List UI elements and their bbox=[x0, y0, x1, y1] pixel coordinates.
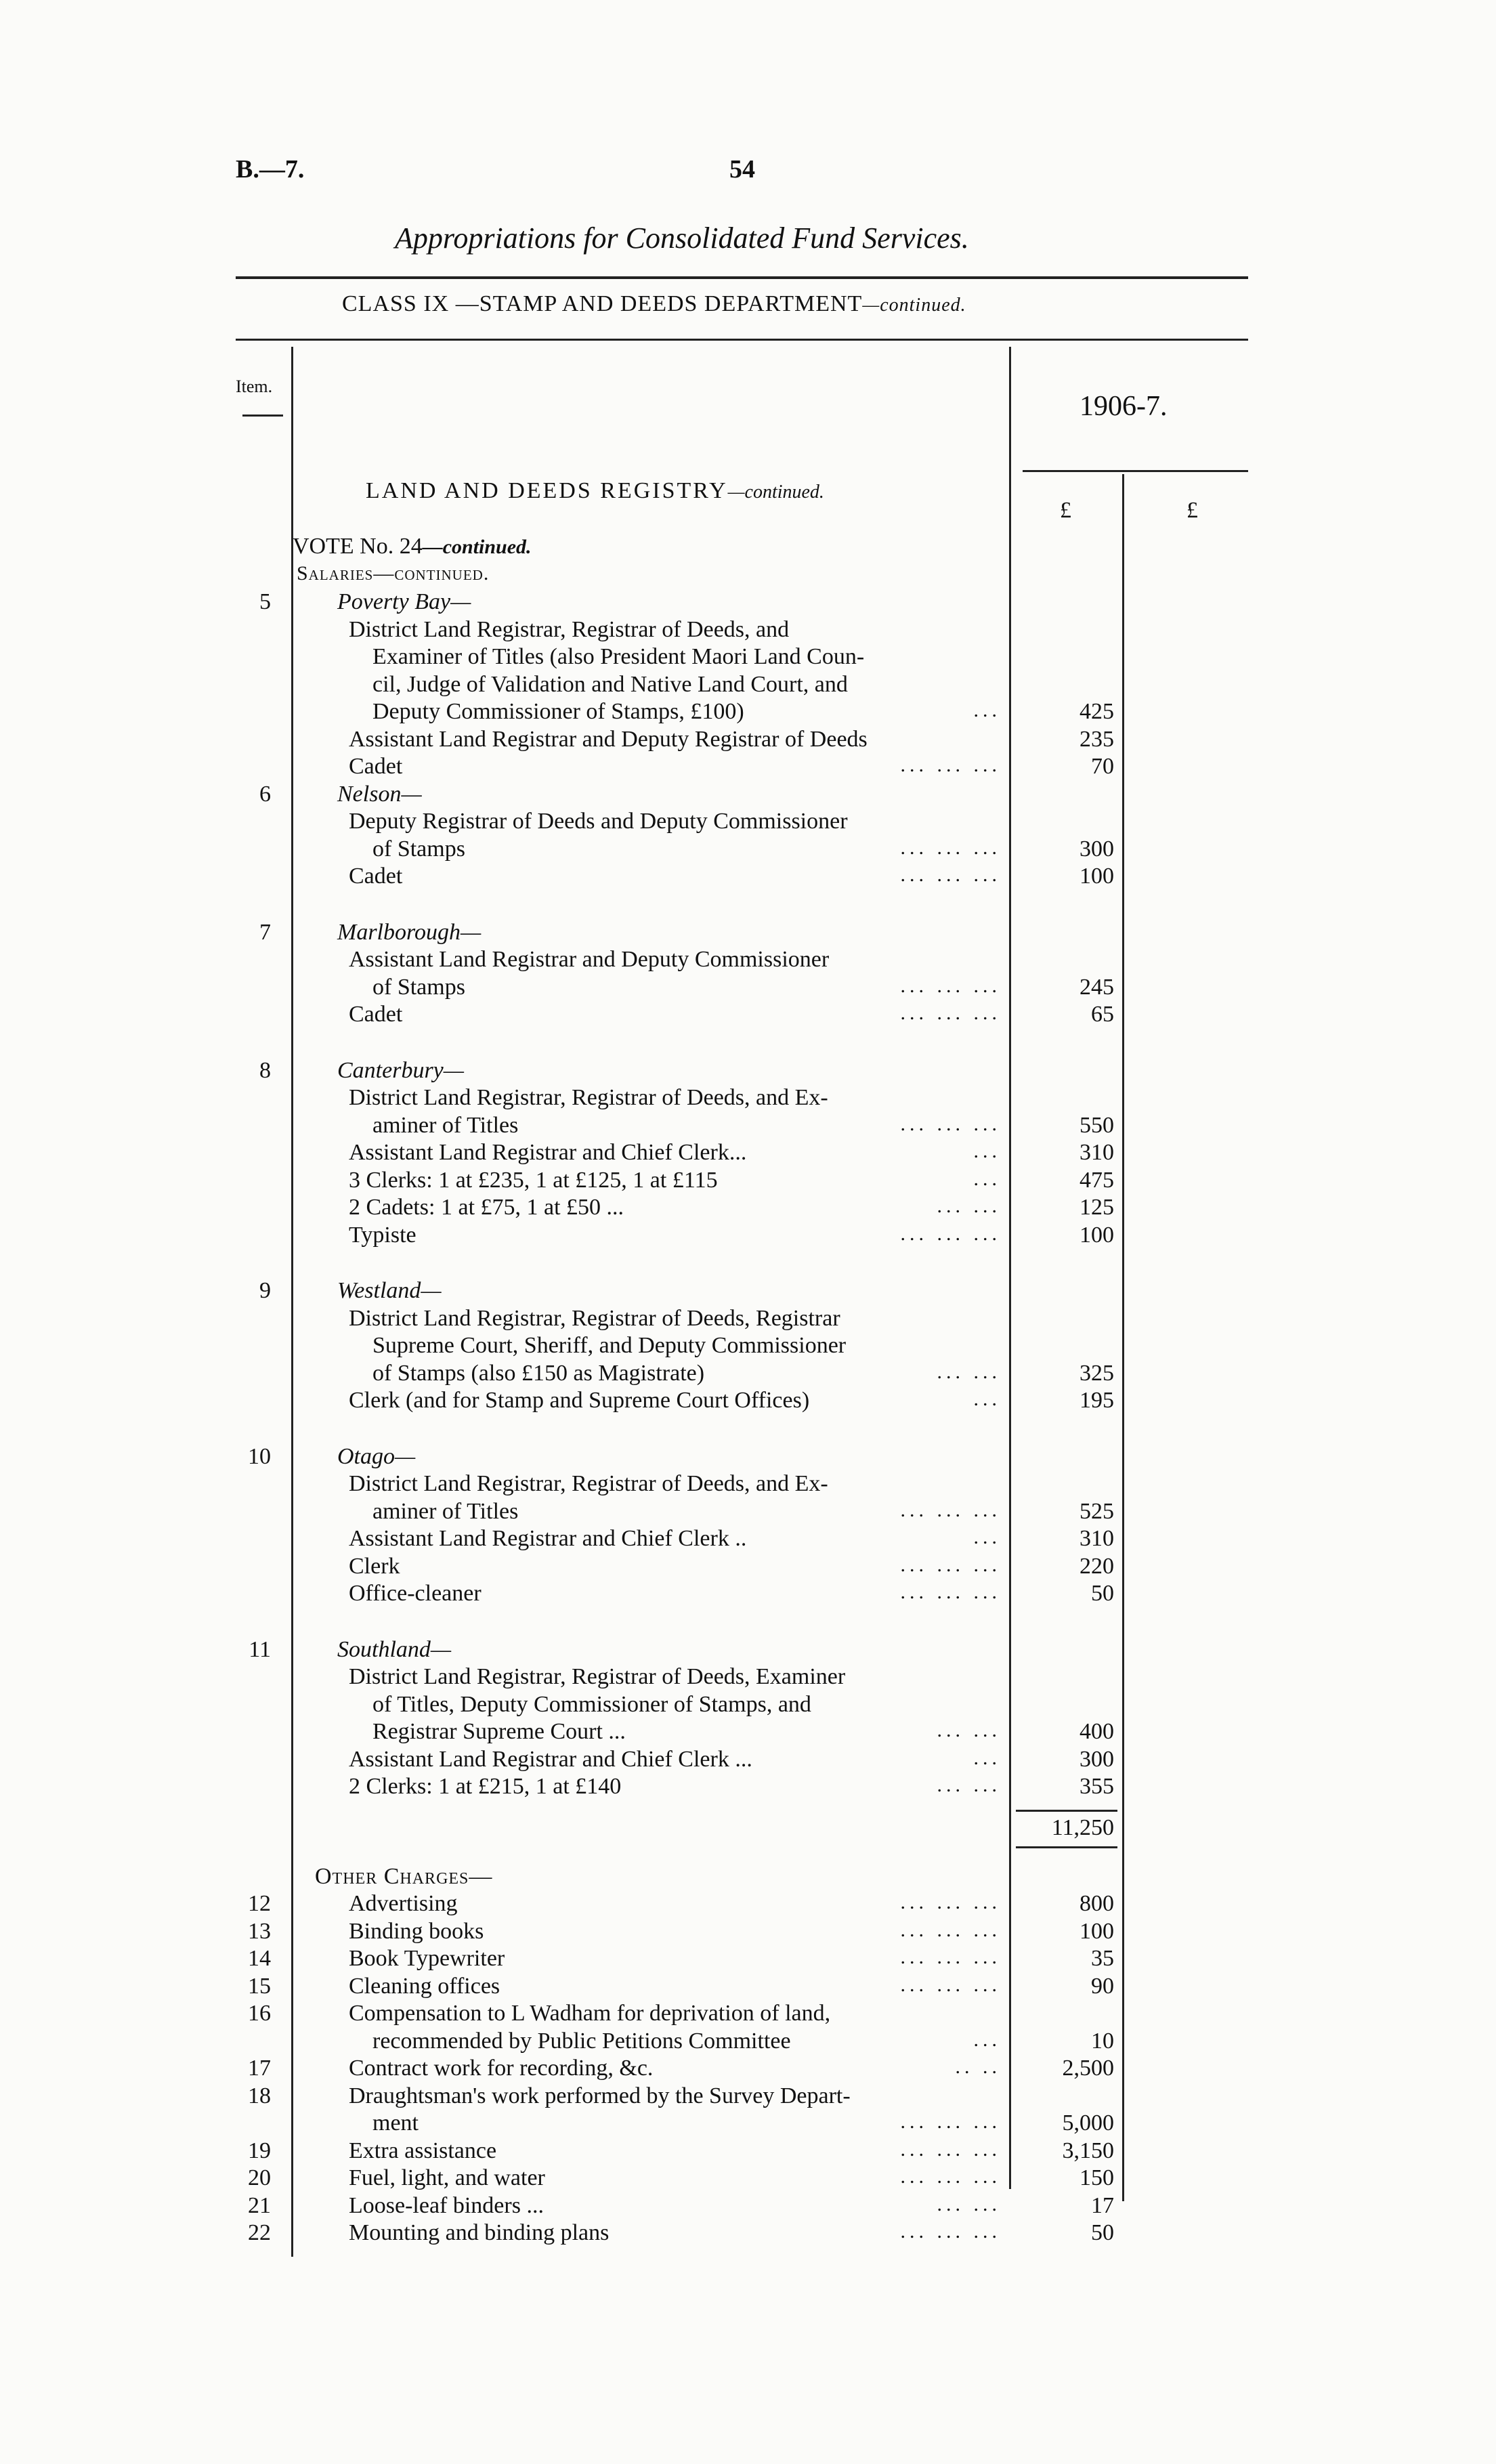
amount: 300 bbox=[1080, 836, 1114, 862]
line-text: Draughtsman's work performed by the Survey Depart- bbox=[349, 2083, 851, 2108]
amount: 325 bbox=[1080, 1360, 1114, 1386]
item-number: 22 bbox=[248, 2220, 271, 2245]
line-text: of Stamps bbox=[372, 836, 465, 862]
line-text: Cadet bbox=[349, 754, 403, 779]
line-text: of Stamps (also £150 as Magistrate) bbox=[372, 1360, 705, 1386]
line-text: cil, Judge of Validation and Native Land Court, and bbox=[372, 671, 848, 697]
line-text: District Land Registrar, Registrar of Deeds, and Ex- bbox=[349, 1085, 828, 1110]
line-text: Assistant Land Registrar and Deputy Commissioner bbox=[349, 947, 830, 972]
leader-dots: ... ... ... bbox=[900, 1891, 1001, 1913]
page-title: Appropriations for Consolidated Fund Services. bbox=[395, 221, 969, 255]
page-number: 54 bbox=[729, 155, 755, 184]
amount: 300 bbox=[1080, 1746, 1114, 1772]
line-text: Cadet bbox=[349, 1002, 403, 1027]
line-text: aminer of Titles bbox=[372, 1112, 519, 1138]
line-text: Compensation to L Wadham for deprivation of land, bbox=[349, 2001, 831, 2026]
line-text: Book Typewriter bbox=[349, 1946, 505, 1971]
total-rule-bottom bbox=[1016, 1846, 1117, 1848]
leader-dots: .. .. bbox=[955, 2056, 1001, 2078]
leader-dots: ... bbox=[973, 1388, 1001, 1410]
line-text: Loose-leaf binders ... bbox=[349, 2192, 544, 2218]
leader-dots: ... bbox=[973, 699, 1001, 721]
leader-dots: ... bbox=[973, 1140, 1001, 1162]
line-text: Clerk (and for Stamp and Supreme Court Offices) bbox=[349, 1388, 810, 1413]
line-text: Deputy Registrar of Deeds and Deputy Commissioner bbox=[349, 809, 848, 834]
leader-dots: ... ... ... bbox=[900, 836, 1001, 859]
line-text: Assistant Land Registrar and Chief Clerk... bbox=[349, 1140, 747, 1165]
amount: 150 bbox=[1080, 2165, 1114, 2190]
amount: 5,000 bbox=[1062, 2110, 1114, 2136]
amount: 100 bbox=[1080, 1222, 1114, 1248]
column-divider-item bbox=[291, 347, 293, 2257]
line-text: Deputy Commissioner of Stamps, £100) bbox=[372, 699, 744, 724]
leader-dots: ... ... bbox=[937, 1719, 1001, 1741]
line-text: District Land Registrar, Registrar of Deeds, Registrar bbox=[349, 1305, 840, 1331]
leader-dots: ... bbox=[973, 1526, 1001, 1548]
item-number: 6 bbox=[259, 781, 271, 807]
leader-dots: ... ... bbox=[937, 2192, 1001, 2215]
leader-dots: ... ... ... bbox=[900, 1112, 1001, 1135]
line-text: Assistant Land Registrar and Chief Clerk ... bbox=[349, 1746, 752, 1772]
line-text: Cleaning offices bbox=[349, 1973, 500, 1999]
other-charges-heading: Other Charges— bbox=[315, 1863, 493, 1889]
line-text: Office-cleaner bbox=[349, 1581, 482, 1606]
salaries-total: 11,250 bbox=[1051, 1814, 1114, 1840]
line-text: of Stamps bbox=[372, 974, 465, 1000]
pound-sign-col1: £ bbox=[1060, 498, 1071, 523]
line-text: Supreme Court, Sheriff, and Deputy Commissioner bbox=[372, 1333, 847, 1358]
amount: 50 bbox=[1091, 1581, 1114, 1606]
leader-dots: ... ... ... bbox=[900, 2165, 1001, 2188]
line-text: Examiner of Titles (also President Maori Land Coun- bbox=[372, 644, 865, 669]
district-heading: Southland— bbox=[337, 1636, 452, 1662]
line-text: Contract work for recording, &c. bbox=[349, 2056, 654, 2081]
item-number: 8 bbox=[259, 1057, 271, 1083]
leader-dots: ... ... ... bbox=[900, 1002, 1001, 1024]
amount: 10 bbox=[1091, 2028, 1114, 2054]
line-text: Clerk bbox=[349, 1553, 400, 1579]
line-text: District Land Registrar, Registrar of Deeds, and bbox=[349, 616, 790, 642]
amount: 550 bbox=[1080, 1112, 1114, 1138]
item-header-underline bbox=[242, 415, 283, 417]
leader-dots: ... ... bbox=[937, 1195, 1001, 1217]
item-number: 19 bbox=[248, 2138, 271, 2163]
class-heading: CLASS IX —STAMP AND DEEDS DEPARTMENT—continued. bbox=[342, 291, 966, 316]
amount: 90 bbox=[1091, 1973, 1114, 1999]
item-number: 13 bbox=[248, 1918, 271, 1944]
leader-dots: ... ... ... bbox=[900, 1973, 1001, 1996]
line-text: Extra assistance bbox=[349, 2138, 497, 2163]
line-text: Registrar Supreme Court ... bbox=[372, 1719, 626, 1744]
amount: 800 bbox=[1080, 1891, 1114, 1916]
district-heading: Poverty Bay— bbox=[337, 589, 471, 614]
line-text: Fuel, light, and water bbox=[349, 2165, 545, 2190]
item-number: 18 bbox=[248, 2083, 271, 2108]
line-text: 2 Cadets: 1 at £75, 1 at £50 ... bbox=[349, 1195, 624, 1220]
leader-dots: ... bbox=[973, 1167, 1001, 1190]
leader-dots: ... ... ... bbox=[900, 864, 1001, 886]
item-number: 7 bbox=[259, 919, 271, 945]
amount: 425 bbox=[1080, 699, 1114, 724]
item-number: 21 bbox=[248, 2192, 271, 2218]
amount: 2,500 bbox=[1062, 2056, 1114, 2081]
item-number: 11 bbox=[249, 1636, 271, 1662]
amount: 17 bbox=[1091, 2192, 1114, 2218]
amount: 35 bbox=[1091, 1946, 1114, 1971]
column-divider-amount bbox=[1122, 474, 1124, 2201]
leader-dots: ... ... bbox=[937, 1774, 1001, 1796]
item-number: 9 bbox=[259, 1278, 271, 1303]
district-heading: Westland— bbox=[337, 1278, 442, 1303]
pound-sign-col2: £ bbox=[1187, 498, 1198, 523]
leader-dots: ... bbox=[973, 1746, 1001, 1769]
rule-year bbox=[1023, 470, 1248, 472]
amount: 245 bbox=[1080, 974, 1114, 1000]
leader-dots: ... bbox=[973, 2028, 1001, 2051]
item-number: 17 bbox=[248, 2056, 271, 2081]
amount: 125 bbox=[1080, 1195, 1114, 1220]
line-text: Cadet bbox=[349, 864, 403, 889]
amount: 525 bbox=[1080, 1498, 1114, 1524]
leader-dots: ... ... ... bbox=[900, 1581, 1001, 1603]
leader-dots: ... ... ... bbox=[900, 1553, 1001, 1576]
column-divider-text bbox=[1009, 347, 1011, 2189]
item-number: 20 bbox=[248, 2165, 271, 2190]
district-heading: Marlborough— bbox=[337, 919, 482, 945]
leader-dots: ... ... ... bbox=[900, 2138, 1001, 2161]
amount: 100 bbox=[1080, 1918, 1114, 1944]
line-text: recommended by Public Petitions Committee bbox=[372, 2028, 791, 2054]
line-text: 2 Clerks: 1 at £215, 1 at £140 bbox=[349, 1774, 622, 1799]
item-number: 16 bbox=[248, 2001, 271, 2026]
rule-top bbox=[236, 276, 1248, 279]
amount: 355 bbox=[1080, 1774, 1114, 1799]
district-heading: Nelson— bbox=[337, 781, 422, 807]
leader-dots: ... ... ... bbox=[900, 1498, 1001, 1521]
salaries-heading: Salaries—continued. bbox=[297, 562, 490, 585]
amount: 235 bbox=[1080, 726, 1114, 752]
district-heading: Canterbury— bbox=[337, 1057, 464, 1083]
leader-dots: ... ... ... bbox=[900, 1946, 1001, 1968]
amount: 310 bbox=[1080, 1140, 1114, 1165]
line-text: Assistant Land Registrar and Deputy Registrar of Deeds bbox=[349, 726, 868, 752]
year-heading: 1906-7. bbox=[1080, 391, 1168, 422]
line-text: Binding books bbox=[349, 1918, 484, 1944]
item-column-header: Item. bbox=[236, 377, 273, 396]
leader-dots: ... ... ... bbox=[900, 1222, 1001, 1245]
leader-dots: ... ... ... bbox=[900, 754, 1001, 776]
rule-class bbox=[236, 339, 1248, 341]
total-rule bbox=[1016, 1810, 1117, 1812]
item-number: 14 bbox=[248, 1946, 271, 1971]
amount: 195 bbox=[1080, 1388, 1114, 1413]
leader-dots: ... ... ... bbox=[900, 2110, 1001, 2133]
amount: 3,150 bbox=[1062, 2138, 1114, 2163]
item-number: 10 bbox=[248, 1443, 271, 1469]
amount: 220 bbox=[1080, 1553, 1114, 1579]
vote-heading: VOTE No. 24—continued. bbox=[293, 534, 532, 559]
document-reference: B.—7. bbox=[236, 155, 305, 184]
item-number: 12 bbox=[248, 1891, 271, 1916]
amount: 65 bbox=[1091, 1002, 1114, 1027]
leader-dots: ... ... ... bbox=[900, 974, 1001, 997]
item-number: 5 bbox=[259, 589, 271, 614]
district-heading: Otago— bbox=[337, 1443, 416, 1469]
line-text: Typiste bbox=[349, 1222, 416, 1248]
line-text: of Titles, Deputy Commissioner of Stamps, and bbox=[372, 1691, 811, 1717]
section-heading: LAND AND DEEDS REGISTRY—continued. bbox=[366, 478, 824, 503]
line-text: 3 Clerks: 1 at £235, 1 at £125, 1 at £115 bbox=[349, 1167, 718, 1193]
leader-dots: ... ... ... bbox=[900, 2220, 1001, 2243]
line-text: ment bbox=[372, 2110, 419, 2136]
line-text: District Land Registrar, Registrar of Deeds, Examiner bbox=[349, 1664, 846, 1689]
leader-dots: ... ... ... bbox=[900, 1918, 1001, 1941]
amount: 100 bbox=[1080, 864, 1114, 889]
amount: 310 bbox=[1080, 1526, 1114, 1551]
line-text: Assistant Land Registrar and Chief Clerk .. bbox=[349, 1526, 747, 1551]
amount: 475 bbox=[1080, 1167, 1114, 1193]
line-text: District Land Registrar, Registrar of Deeds, and Ex- bbox=[349, 1471, 828, 1496]
amount: 70 bbox=[1091, 754, 1114, 779]
leader-dots: ... ... bbox=[937, 1360, 1001, 1383]
line-text: aminer of Titles bbox=[372, 1498, 519, 1524]
line-text: Advertising bbox=[349, 1891, 458, 1916]
amount: 400 bbox=[1080, 1719, 1114, 1744]
item-number: 15 bbox=[248, 1973, 271, 1999]
amount: 50 bbox=[1091, 2220, 1114, 2245]
line-text: Mounting and binding plans bbox=[349, 2220, 610, 2245]
